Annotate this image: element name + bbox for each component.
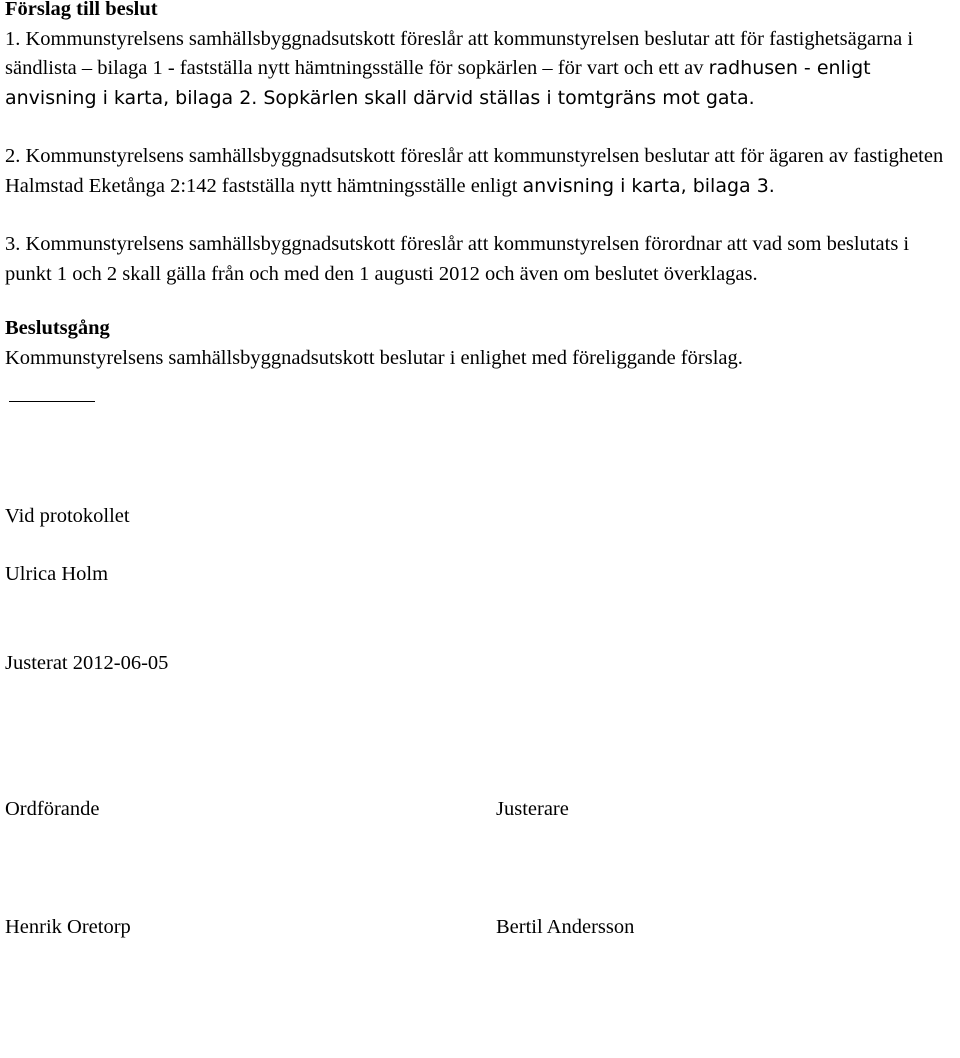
protocol-label: Vid protokollet (5, 505, 130, 527)
proposal-1-text-cont: radhusen - enligt anvisning i karta, bilaga 2. Sopkärlen skall därvid ställas i tomtgräns mot gata. (5, 57, 871, 109)
proposal-3-text: 3. Kommunstyrelsens samhällsbyggnadsutskott föreslår att kommunstyrelsen förordnar att vad som beslutats i punkt 1 och 2 skall gälla från och med den 1 augusti 2012 och även om beslutet överklagas. (5, 233, 910, 285)
proposal-3 (5, 230, 957, 289)
adjuster-name: Bertil Andersson (496, 915, 635, 938)
signature-titles-row (5, 795, 957, 825)
decision-text: Kommunstyrelsens samhällsbyggnadsutskott beslutar i enlighet med föreliggande förslag. (5, 346, 743, 369)
proposal-1 (5, 25, 957, 114)
proposal-1-text: 1. Kommunstyrelsens samhällsbyggnadsutskott föreslår att kommunstyrelsen beslutar att för fastighetsägarna i sändlista – bilaga 1 - fastställa nytt hämtningsställe för sopkärlen – för vart och ett av (5, 27, 914, 79)
adjuster-title: Justerare (496, 797, 569, 820)
proposal-2-text: 2. Kommunstyrelsens samhällsbyggnadsutskott föreslår att kommunstyrelsen beslutar att för ägaren av fastigheten Halmstad Eketånga 2:142 fastställa nytt hämtningsställe enligt (5, 145, 944, 197)
signature-names-row (5, 913, 957, 943)
proposal-2 (5, 142, 957, 201)
chair-name: Henrik Oretorp (5, 915, 131, 938)
section-heading: Förslag till beslut (5, 0, 158, 20)
adjusted-date: Justerat 2012-06-05 (5, 652, 169, 674)
proposal-2-text-cont: anvisning i karta, bilaga 3. (522, 174, 775, 197)
chair-title: Ordförande (5, 797, 100, 820)
document-page (5, 0, 957, 943)
decision-heading: Beslutsgång (5, 317, 110, 339)
secretary-name: Ulrica Holm (5, 562, 109, 585)
